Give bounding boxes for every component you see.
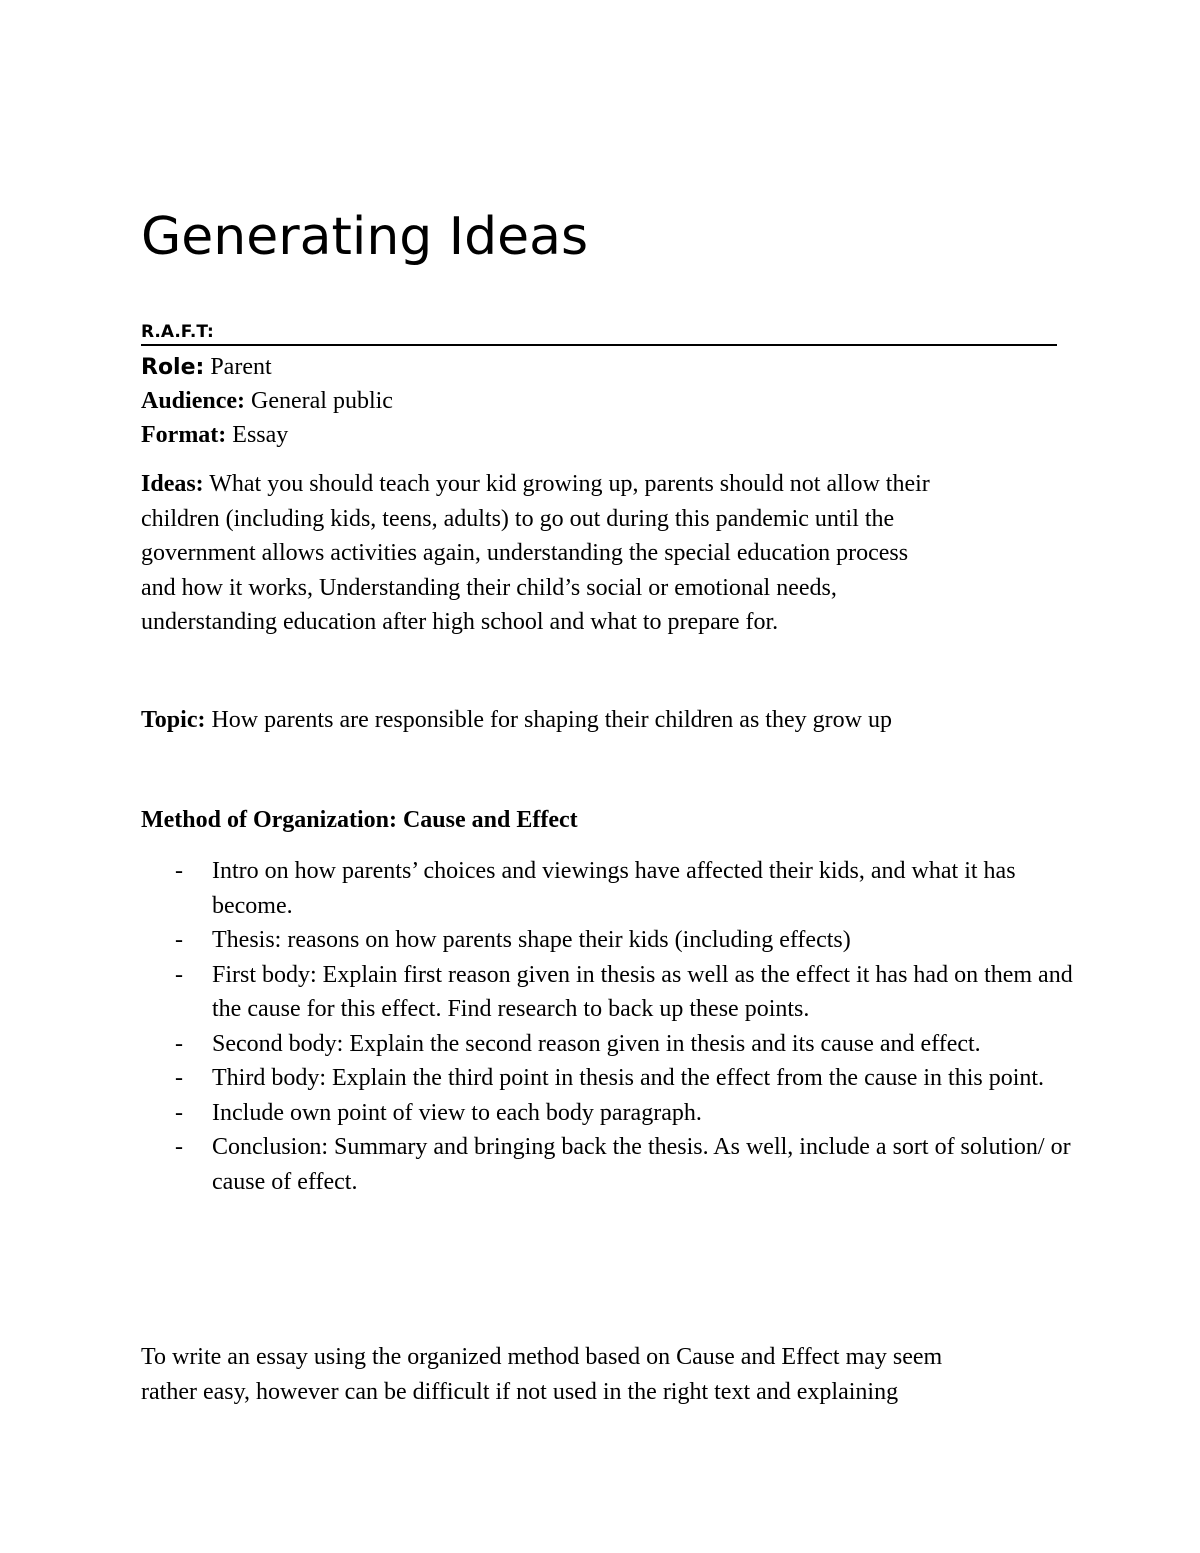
list-item	[141, 1061, 1081, 1096]
list-item-text: Intro on how parents’ choices and viewings have affected their kids, and what it has become.	[212, 858, 1016, 919]
list-item	[141, 1130, 1081, 1199]
role-line	[141, 350, 272, 386]
list-item-text: Third body: Explain the third point in thesis and the effect from the cause in this point.	[212, 1065, 1045, 1091]
list-item-text: Second body: Explain the second reason given in thesis and its cause and effect.	[212, 1030, 981, 1057]
closing-paragraph	[141, 1340, 1061, 1409]
ideas-line: children (including kids, teens, adults) to go out during this pandemic until the	[141, 505, 895, 532]
topic-label: Topic:	[141, 707, 206, 733]
dash-marker: -	[175, 1065, 183, 1091]
dash-marker: -	[175, 1134, 183, 1160]
list-item	[141, 1096, 1081, 1131]
topic-value: How parents are responsible for shaping their children as they grow up	[205, 707, 892, 733]
closing-line: To write an essay using the organized method based on Cause and Effect may seem	[141, 1344, 943, 1370]
list-item-text: Thesis: reasons on how parents shape their kids (including effects)	[212, 927, 851, 953]
ideas-label: Ideas:	[141, 471, 204, 497]
dash-marker: -	[175, 858, 183, 884]
ideas-line: understanding education after high school and what to prepare for.	[141, 609, 779, 635]
role-value: Parent	[204, 354, 272, 380]
audience-value: General public	[245, 388, 393, 414]
dash-marker: -	[175, 1099, 183, 1126]
audience-label: Audience:	[141, 388, 245, 414]
list-item	[141, 958, 1081, 1027]
list-item	[141, 854, 1081, 923]
format-value: Essay	[226, 422, 289, 448]
dash-marker: -	[175, 927, 183, 953]
page-title: Generating Ideas	[141, 207, 589, 267]
list-item	[141, 923, 1081, 958]
role-label: Role:	[141, 355, 205, 380]
ideas-paragraph	[141, 467, 1061, 640]
list-item-text: First body: Explain first reason given in thesis as well as the effect it has had on them and the cause for this effect. Find research to back up these points.	[212, 961, 1073, 1022]
list-item-text: Conclusion: Summary and bringing back the thesis. As well, include a sort of solution/ or cause of effect.	[212, 1134, 1071, 1195]
dash-marker: -	[175, 961, 183, 988]
raft-heading: R.A.F.T:	[141, 320, 1057, 346]
list-item	[141, 1027, 1081, 1062]
audience-line	[141, 384, 393, 419]
dash-marker: -	[175, 1030, 183, 1057]
list-item-text: Include own point of view to each body paragraph.	[212, 1099, 702, 1126]
method-heading: Method of Organization: Cause and Effect	[141, 807, 578, 833]
outline-list	[141, 854, 1081, 1199]
closing-line: rather easy, however can be difficult if not used in the right text and explaining	[141, 1378, 899, 1405]
ideas-line: and how it works, Understanding their child’s social or emotional needs,	[141, 574, 837, 601]
format-label: Format:	[141, 422, 227, 448]
format-line	[141, 418, 288, 453]
ideas-line: government allows activities again, understanding the special education process	[141, 540, 909, 566]
ideas-text: What you should teach your kid growing up, parents should not allow their	[203, 471, 930, 497]
topic-line	[141, 703, 892, 738]
ideas-line	[141, 467, 1061, 502]
